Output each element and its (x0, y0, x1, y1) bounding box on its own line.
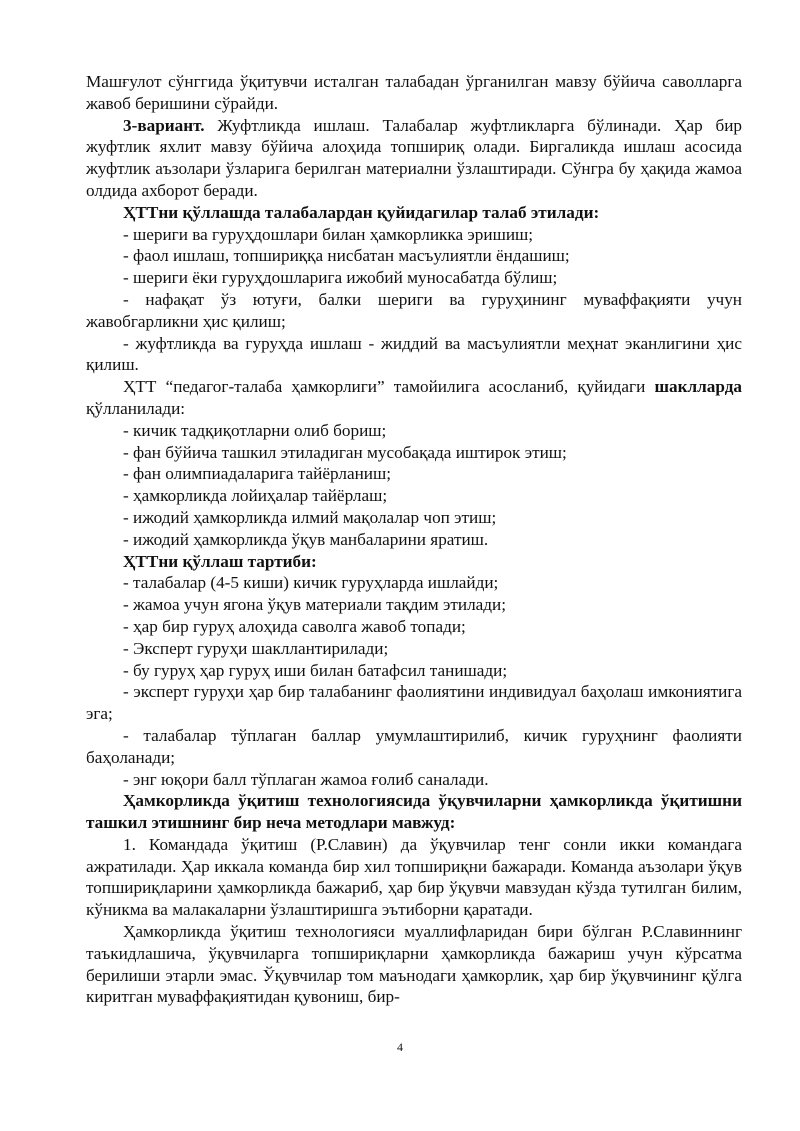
list-item: - талабалар (4-5 киши) кичик гуруҳларда ишлайди; (123, 573, 499, 593)
list-item: - жуфтликда ва гуруҳда ишлаш - жиддий ва масъулиятли меҳнат эканлигини ҳис қилиш. (86, 333, 742, 375)
list-item: - шериги ва гуруҳдошлари билан ҳамкорликка эришиш; (123, 224, 534, 244)
list-item: - фаол ишлаш, топшириққа нисбатан масъулиятли ёндашиш; (123, 246, 570, 266)
paragraph-slavin: Ҳамкорликда ўқитиш технологияси муаллифларидан бири бўлган Р.Славиннинг таъкидлашича, ўқувчиларга топшириқларни ҳамкорликда бажариш учун кўрсатма берилиши этарли эмас. Ўқувчилар том маънодаги ҳамкорлик, ҳар бир ўқувчининг қўлга киритган муваффақиятидан қувониш, бир- (86, 922, 742, 1007)
page-number: 4 (397, 1040, 403, 1054)
list-item: - шериги ёки гуруҳдошларига ижобий муносабатда бўлиш; (123, 268, 558, 288)
list-item: - талабалар тўплаган баллар умумлаштирилиб, кичик гуруҳнинг фаолияти баҳоланади; (86, 725, 742, 767)
list-item: - ҳар бир гуруҳ алоҳида саволга жавоб топади; (123, 616, 466, 636)
list-item: - бу гуруҳ ҳар гуруҳ иши билан батафсил танишади; (123, 660, 508, 680)
list-item: - кичик тадқиқотларни олиб бориш; (123, 420, 387, 440)
list-item: - нафақат ўз ютуғи, балки шериги ва гуруҳининг муваффақияти учун жавобгарликни ҳис қилиш; (86, 289, 742, 331)
heading-methods: Ҳамкорликда ўқитиш технологиясида ўқувчиларни ҳамкорликда ўқитишни ташкил этишнинг бир неча методлари мавжуд: (86, 791, 742, 833)
variant-label: 3-вариант. (123, 115, 205, 135)
heading-requirements: ҲТТни қўллашда талабалардан қуйидагилар талаб этилади: (123, 202, 600, 222)
list-item: - жамоа учун ягона ўқув материали тақдим этилади; (123, 595, 506, 615)
list-item: - фан бўйича ташкил этиладиган мусобақада иштирок этиш; (123, 442, 567, 462)
variant-text: Жуфтликда ишлаш. Талабалар жуфтликларга бўлинади. Ҳар бир жуфтлик яхлит мавзу бўйича алоҳида топшириқ олади. Биргаликда ишлаш асосида жуфтлик аъзолари ўзларига берилган материални ўзлаштиради. Сўнгра бу ҳақида жамоа олдида ахборот беради. (86, 115, 742, 200)
list-item: - Эксперт гуруҳи шакллантирилади; (123, 638, 389, 658)
list-item: - фан олимпиадаларига тайёрланиш; (123, 464, 391, 484)
paragraph-variant-3 (86, 115, 742, 202)
document-page (86, 71, 742, 1008)
forms-intro-tail: қўлланилади: (86, 398, 186, 418)
paragraph-forms-intro (86, 376, 742, 420)
list-item: - энг юқори балл тўплаган жамоа ғолиб саналади. (123, 769, 489, 789)
list-item: - ҳамкорликда лойиҳалар тайёрлаш; (123, 486, 388, 506)
forms-intro-text: ҲТТ “педагог-талаба ҳамкорлиги” тамойилига асосланиб, қуйидаги (123, 377, 655, 397)
heading-order: ҲТТни қўллаш тартиби: (123, 551, 317, 571)
list-item: - ижодий ҳамкорликда ўқув манбаларини яратиш. (123, 529, 489, 549)
paragraph-intro: Машғулот сўнггида ўқитувчи исталган талабадан ўрганилган мавзу бўйича саволларга жавоб беришини сўрайди. (86, 72, 742, 113)
forms-intro-bold: шаклларда (654, 377, 742, 397)
list-item: - ижодий ҳамкорликда илмий мақолалар чоп этиш; (123, 507, 497, 527)
list-item: - эксперт гуруҳи ҳар бир талабанинг фаолиятини индивидуал баҳолаш имкониятига эга; (86, 682, 742, 724)
paragraph-team-learning: 1. Командада ўқитиш (Р.Славин) да ўқувчилар тенг сонли икки командага ажратилади. Ҳар иккала команда бир хил топшириқни бажаради. Команда аъзолари ўқув топшириқларини ҳамкорликда бажариб, ҳар бир ўқувчи мавзудан кўзда тутилган билим, кўникма ва малакаларни ўзлаштиришга эътиборни қаратади. (86, 834, 742, 920)
